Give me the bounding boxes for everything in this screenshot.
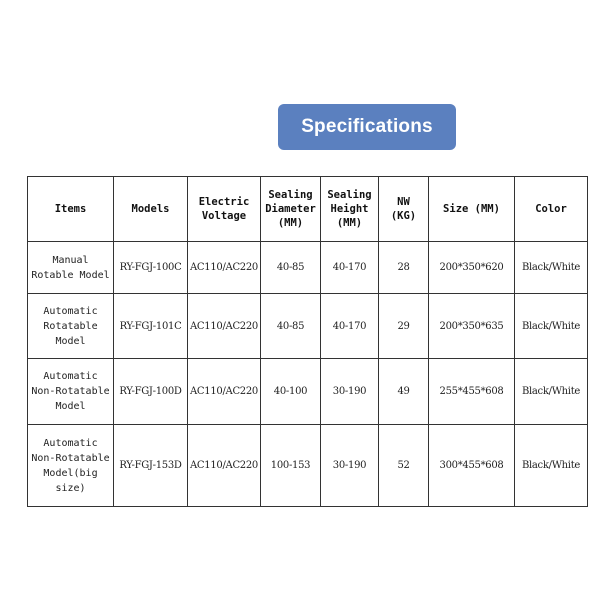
cell-color: Black/White [515,425,588,507]
cell-diameter: 40-85 [261,294,321,359]
table-row [28,242,588,294]
cell-voltage: AC110/AC220 [188,294,261,359]
cell-items: Automatic Rotatable Model [28,294,114,359]
cell-diameter: 40-100 [261,359,321,425]
table-header-row [28,177,588,242]
cell-voltage: AC110/AC220 [188,359,261,425]
cell-height: 40-170 [321,242,379,294]
cell-size: 255*455*608 [429,359,515,425]
cell-nw: 28 [379,242,429,294]
header-size: Size (MM) [429,177,515,242]
cell-models: RY-FGJ-100C [114,242,188,294]
cell-voltage: AC110/AC220 [188,425,261,507]
cell-color: Black/White [515,242,588,294]
header-sealing-diameter: Sealing Diameter (MM) [261,177,321,242]
specifications-table [27,176,588,507]
cell-models: RY-FGJ-101C [114,294,188,359]
header-electric-voltage: Electric Voltage [188,177,261,242]
cell-height: 40-170 [321,294,379,359]
header-nw: NW (KG) [379,177,429,242]
header-color: Color [515,177,588,242]
header-items: Items [28,177,114,242]
table-row [28,425,588,507]
cell-items: Manual Rotable Model [28,242,114,294]
cell-models: RY-FGJ-100D [114,359,188,425]
cell-height: 30-190 [321,425,379,507]
cell-size: 200*350*635 [429,294,515,359]
cell-items: Automatic Non-Rotatable Model(big size) [28,425,114,507]
table-row [28,359,588,425]
specifications-title-badge [278,104,456,150]
cell-diameter: 100-153 [261,425,321,507]
cell-size: 300*455*608 [429,425,515,507]
header-models: Models [114,177,188,242]
cell-height: 30-190 [321,359,379,425]
specifications-title: Specifications [301,116,433,137]
cell-color: Black/White [515,294,588,359]
table-row [28,294,588,359]
cell-diameter: 40-85 [261,242,321,294]
cell-models: RY-FGJ-153D [114,425,188,507]
cell-items: Automatic Non-Rotatable Model [28,359,114,425]
header-sealing-height: Sealing Height (MM) [321,177,379,242]
cell-nw: 49 [379,359,429,425]
cell-nw: 52 [379,425,429,507]
cell-voltage: AC110/AC220 [188,242,261,294]
cell-size: 200*350*620 [429,242,515,294]
cell-color: Black/White [515,359,588,425]
cell-nw: 29 [379,294,429,359]
